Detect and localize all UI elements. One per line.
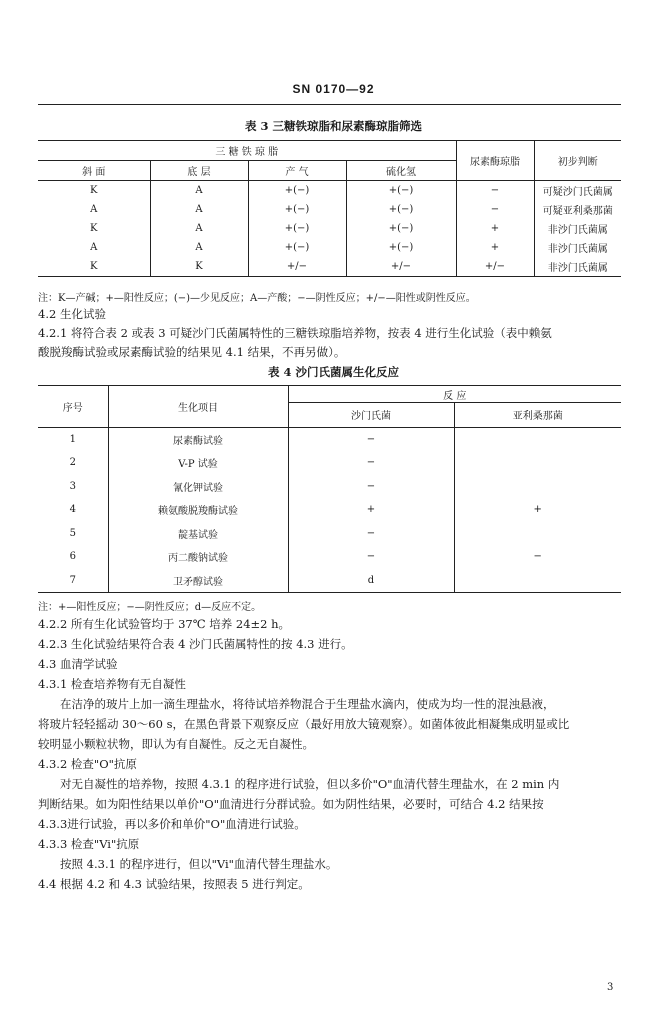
- table4-col-reaction: 反 应: [288, 386, 621, 403]
- table-cell: A: [90, 204, 98, 215]
- table-cell: +/−: [248, 257, 346, 277]
- table-cell: A: [90, 242, 98, 253]
- table4-col-seq: 序号: [38, 386, 108, 428]
- section-4-2-2: 4.2.2 所有生化试验管均于 37℃ 培养 24±2 h。: [38, 617, 291, 631]
- table-cell: −: [288, 451, 454, 475]
- table-cell: K: [150, 257, 248, 277]
- table-cell: 氰化钾试验: [108, 475, 288, 499]
- section-4-2-1-line-1: 4.2.1 将符合表 2 或表 3 可疑沙门氏菌属特性的三糖铁琼脂培养物，按表 4 进行生化试验（表中赖氨: [38, 326, 552, 340]
- table4-col-item: 生化项目: [108, 386, 288, 428]
- para-4-3-2-line-1: 对无自凝性的培养物，按照 4.3.1 的程序进行试验，但以多价"O"血清代替生理盐水，在 2 min 内: [60, 777, 560, 791]
- table-cell: A: [150, 219, 248, 238]
- table-cell: 卫矛醇试验: [108, 569, 288, 593]
- section-4-2: 4.2 生化试验: [38, 307, 106, 321]
- table-cell: −: [454, 545, 621, 569]
- para-4-3-1-line-3: 较明显小颗粒状物，即认为有自凝性。反之无自凝性。: [38, 737, 314, 751]
- table4: [38, 385, 621, 593]
- table-cell: +(−): [248, 219, 346, 238]
- table-cell: 非沙门氏菌属: [534, 219, 621, 238]
- table3-col-judgement: 初步判断: [534, 141, 621, 181]
- table-cell: 尿素酶试验: [108, 427, 288, 451]
- table3-note: 注：K—产碱；+—阳性反应；(−)—少见反应；A—产酸；−—阴性反应；+/−—阳性或阴性反应。: [38, 293, 476, 304]
- table3-caption: 表 3 三糖铁琼脂和尿素酶琼脂筛选: [244, 119, 422, 133]
- table-cell: +(−): [346, 200, 456, 219]
- table-cell: +(−): [248, 238, 346, 257]
- table3-col-h2s: 硫化氢: [346, 161, 456, 181]
- table-cell: −: [288, 427, 454, 451]
- table-cell: +(−): [248, 181, 346, 201]
- table-row: [38, 219, 621, 238]
- table-cell: 4: [69, 504, 76, 516]
- table-cell: 可疑亚利桑那菌: [534, 200, 621, 219]
- table-cell: +: [288, 498, 454, 522]
- table-cell: 非沙门氏菌属: [534, 238, 621, 257]
- table-row: [38, 451, 621, 475]
- table-cell: [454, 427, 621, 451]
- table-cell: 2: [69, 457, 76, 469]
- table4-caption: 表 4 沙门氏菌属生化反应: [267, 365, 399, 379]
- table-cell: +(−): [248, 200, 346, 219]
- table-cell: 6: [69, 551, 76, 563]
- table-cell: [454, 522, 621, 546]
- table3-col-slant: 斜 面: [38, 161, 150, 181]
- table-cell: V-P 试验: [108, 451, 288, 475]
- section-4-3-2: 4.3.2 检查"O"抗原: [38, 757, 137, 771]
- section-4-3: 4.3 血清学试验: [38, 657, 118, 671]
- table-cell: −: [456, 181, 534, 201]
- table-cell: +(−): [346, 181, 456, 201]
- para-4-3-2-line-2: 判断结果。如为阳性结果以单价"O"血清进行分群试验。如为阴性结果，必要时，可结合 4.2 结果按: [38, 797, 544, 811]
- para-4-3-1-line-2: 将玻片轻轻摇动 30～60 s，在黑色背景下观察反应（最好用放大镜观察）。如菌体彼此相凝集成明显或比: [38, 717, 570, 731]
- table-cell: 5: [69, 527, 76, 539]
- para-4-3-1-line-1: 在洁净的玻片上加一滴生理盐水，将待试培养物混合于生理盐水滴内，使成为均一性的混浊悬液，: [60, 697, 555, 711]
- table-cell: K: [38, 257, 150, 277]
- table-cell: K: [90, 185, 98, 196]
- table-cell: 可疑沙门氏菌属: [534, 181, 621, 201]
- table-cell: −: [288, 522, 454, 546]
- table3: [38, 140, 621, 277]
- table-cell: 赖氨酸脱羧酶试验: [108, 498, 288, 522]
- table-cell: 非沙门氏菌属: [534, 257, 621, 277]
- table4-note: 注：+—阳性反应；−—阴性反应；d—反应不定。: [38, 602, 262, 613]
- table-cell: 3: [69, 480, 76, 492]
- table-cell: 1: [69, 433, 76, 445]
- table-cell: [454, 451, 621, 475]
- section-4-2-3: 4.2.3 生化试验结果符合表 4 沙门氏菌属特性的按 4.3 进行。: [38, 637, 353, 651]
- table-cell: +(−): [346, 238, 456, 257]
- page-number: 3: [607, 982, 614, 993]
- table-cell: A: [150, 238, 248, 257]
- table-row: [38, 569, 621, 593]
- section-4-4: 4.4 根据 4.2 和 4.3 试验结果，按照表 5 进行判定。: [38, 877, 310, 891]
- header-rule: [38, 104, 621, 105]
- section-4-3-1: 4.3.1 检查培养物有无自凝性: [38, 677, 186, 691]
- table-cell: d: [288, 569, 454, 593]
- table-cell: 靛基试验: [108, 522, 288, 546]
- table-cell: 7: [38, 569, 108, 593]
- table-cell: A: [150, 200, 248, 219]
- table3-group-header: 三 糖 铁 琼 脂: [38, 141, 456, 161]
- section-4-3-3: 4.3.3 检查"Vi"抗原: [38, 837, 140, 851]
- table-cell: −: [288, 475, 454, 499]
- table-row: [38, 181, 621, 201]
- para-4-3-3: 按照 4.3.1 的程序进行，但以"Vi"血清代替生理盐水。: [60, 857, 338, 871]
- table4-col-arizona: 亚利桑那菌: [454, 403, 621, 428]
- table4-header-row-1: [38, 386, 621, 403]
- table-cell: −: [456, 200, 534, 219]
- table-cell: +: [456, 238, 534, 257]
- table-row: [38, 427, 621, 451]
- table-cell: +/−: [456, 257, 534, 277]
- table4-col-salmonella: 沙门氏菌: [288, 403, 454, 428]
- document-id: SN 0170—92: [292, 82, 375, 96]
- table-cell: A: [150, 181, 248, 201]
- table-cell: +(−): [346, 219, 456, 238]
- table3-col-gas: 产 气: [248, 161, 346, 181]
- table-row: [38, 522, 621, 546]
- table-cell: [454, 569, 621, 593]
- table3-col-urease: 尿素酶琼脂: [456, 141, 534, 181]
- table-cell: [454, 475, 621, 499]
- section-4-2-1-line-2: 酸脱羧酶试验或尿素酶试验的结果见 4.1 结果，不再另做）。: [38, 345, 346, 359]
- table-cell: K: [90, 223, 98, 234]
- table3-header-row-1: [38, 141, 621, 161]
- table-cell: +: [454, 498, 621, 522]
- table-cell: 丙二酸钠试验: [108, 545, 288, 569]
- table-cell: +/−: [346, 257, 456, 277]
- table-row: [38, 257, 621, 277]
- table-cell: +: [456, 219, 534, 238]
- table-cell: −: [288, 545, 454, 569]
- table-row: [38, 238, 621, 257]
- table3-col-butt: 底 层: [150, 161, 248, 181]
- table-row: [38, 475, 621, 499]
- table-row: [38, 545, 621, 569]
- table-row: [38, 498, 621, 522]
- para-4-3-2-line-3: 4.3.3进行试验，再以多价和单价"O"血清进行试验。: [38, 817, 306, 831]
- table-row: [38, 200, 621, 219]
